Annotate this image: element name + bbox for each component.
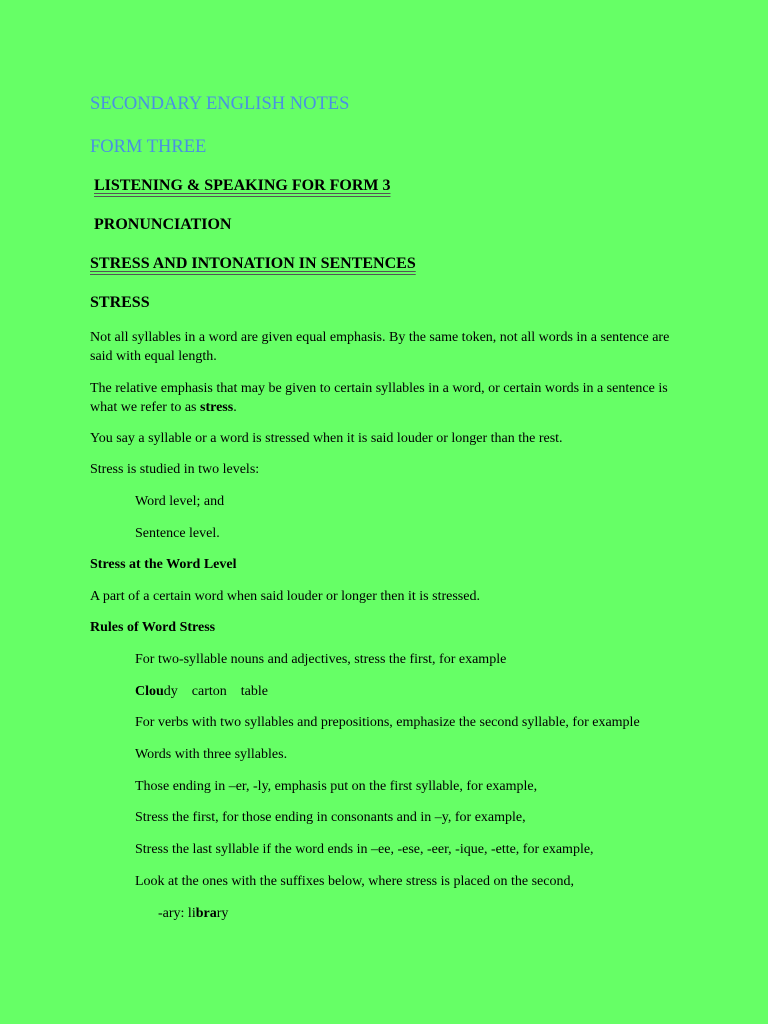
bold-term-stress: stress <box>200 399 234 415</box>
paragraph-stressed-definition: You say a syllable or a word is stressed when it is said louder or longer than the rest. <box>90 431 563 446</box>
heading-listening-speaking: LISTENING & SPEAKING FOR FORM 3 <box>94 177 391 194</box>
heading-stress: STRESS <box>90 294 150 311</box>
subheading-rules: Rules of Word Stress <box>90 620 216 635</box>
example-unstressed-part: dy <box>163 684 178 699</box>
paragraph-syllables: Not all syllables in a word are given equal emphasis. By the same token, not all words in a sentence are said with equal length. <box>90 330 670 364</box>
rule-three-syllables: Words with three syllables. <box>135 747 288 762</box>
list-item-word-level: Word level; and <box>135 494 225 509</box>
rule-second-syllable-suffixes: Look at the ones with the suffixes below, where stress is placed on the second, <box>135 874 574 889</box>
subheading-word-level: Stress at the Word Level <box>90 557 237 572</box>
rule-last-syllable-suffixes: Stress the last syllable if the word ends in –ee, -ese, -eer, -ique, -ette, for example, <box>135 842 594 857</box>
paragraph-punctuation: . <box>233 399 237 415</box>
example-stressed-part: Clou <box>135 684 164 699</box>
form-title: FORM THREE <box>90 137 207 157</box>
example-word-carton: carton <box>191 684 227 699</box>
suffix-end-part: ry <box>216 906 229 921</box>
example-words <box>135 683 720 702</box>
paragraph-levels: Stress is studied in two levels: <box>90 462 260 477</box>
suffix-example-ary <box>158 905 743 924</box>
paragraph-relative-emphasis <box>90 380 675 417</box>
suffix-stressed-part: bra <box>195 906 217 921</box>
document-title: SECONDARY ENGLISH NOTES <box>90 94 350 114</box>
rule-two-syllable-nouns: For two-syllable nouns and adjectives, stress the first, for example <box>135 652 507 667</box>
paragraph-text: The relative emphasis that may be given to certain syllables in a word, or certain words in a sentence is what we refer to as <box>90 381 668 415</box>
heading-pronunciation: PRONUNCIATION <box>94 216 232 233</box>
suffix-label: -ary: li <box>158 906 196 921</box>
rule-er-ly-endings: Those ending in –er, -ly, emphasis put on the first syllable, for example, <box>135 779 538 794</box>
heading-stress-intonation: STRESS AND INTONATION IN SENTENCES <box>90 255 416 272</box>
list-item-sentence-level: Sentence level. <box>135 526 220 541</box>
paragraph-word-part: A part of a certain word when said louder or longer then it is stressed. <box>90 589 480 604</box>
example-word-table: table <box>240 684 268 699</box>
rule-verbs-prepositions: For verbs with two syllables and prepositions, emphasize the second syllable, for example <box>135 715 640 730</box>
rule-consonant-y-endings: Stress the first, for those ending in consonants and in –y, for example, <box>135 810 526 825</box>
